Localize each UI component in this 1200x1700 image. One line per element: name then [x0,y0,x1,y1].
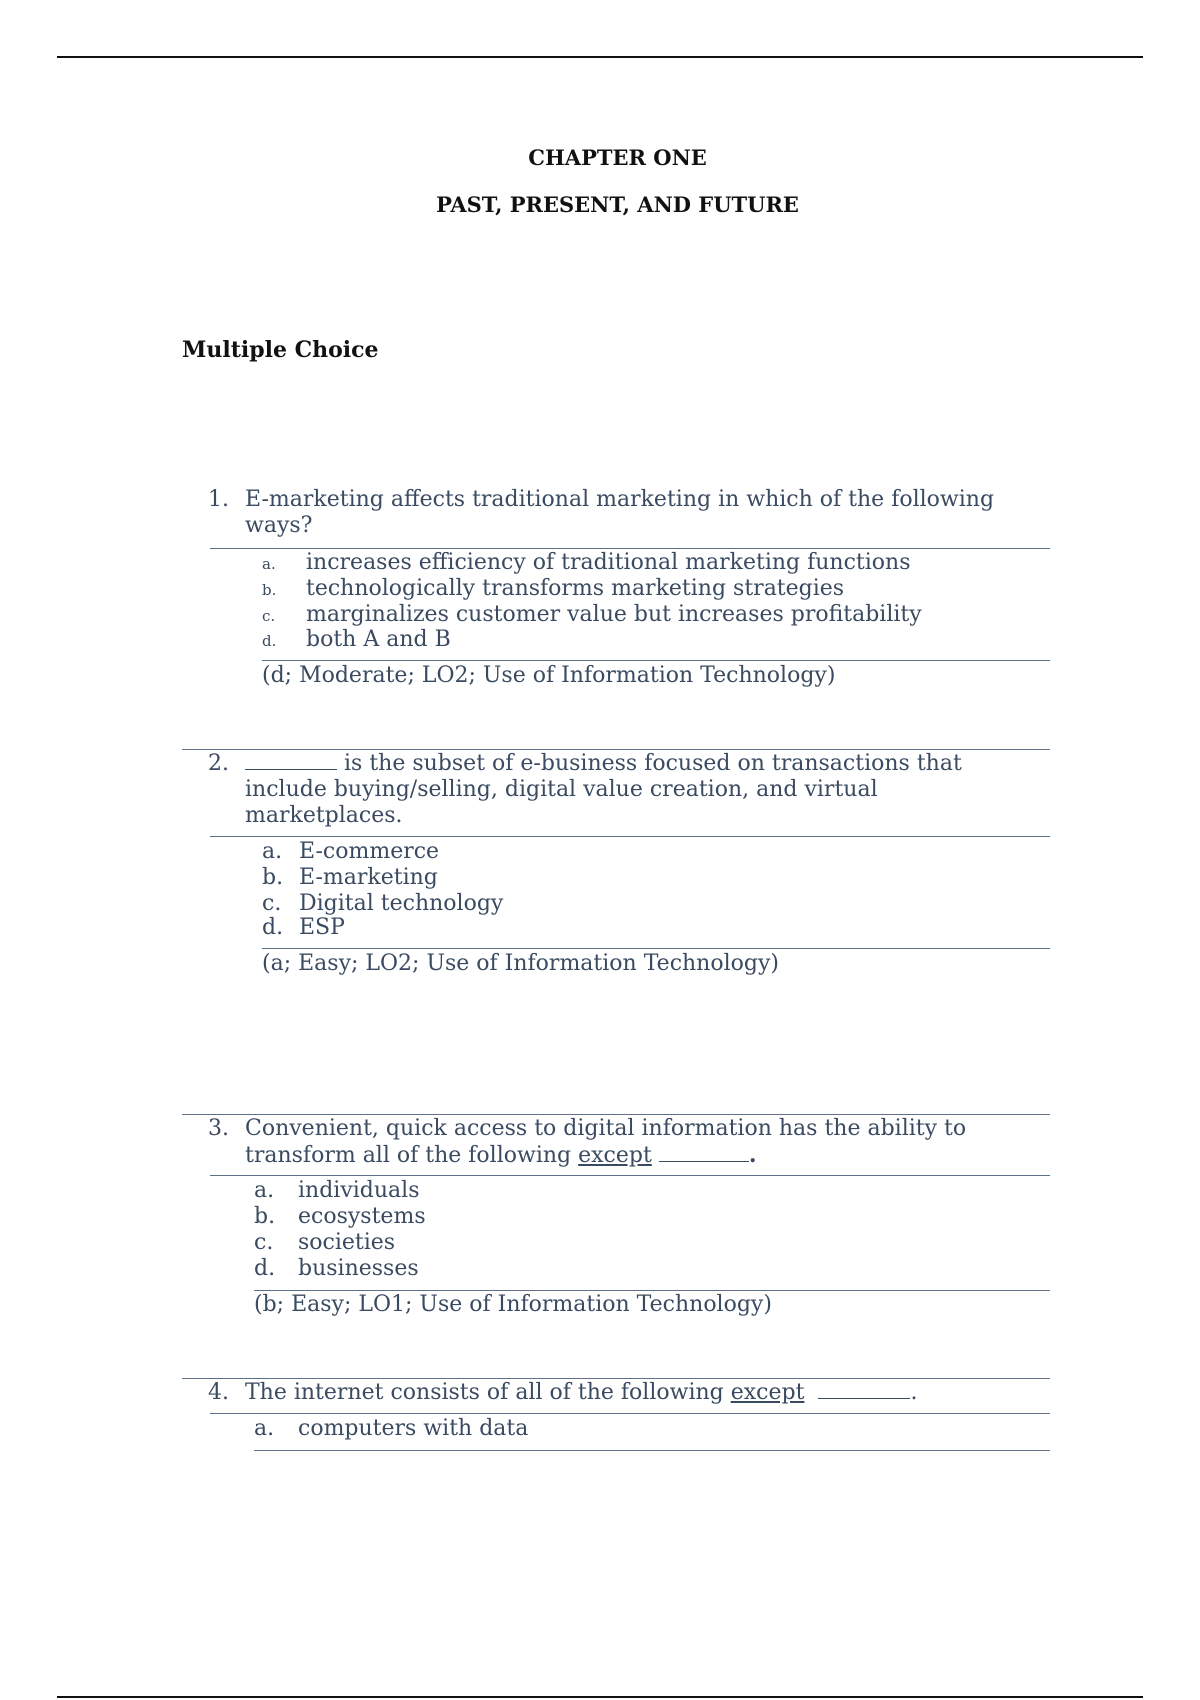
option-b [262,576,844,603]
option-letter: a. [254,1178,275,1203]
option-a [254,1178,419,1204]
question-end-punct: . [910,1380,918,1405]
option-d [254,1256,419,1282]
option-text: computers with data [298,1416,529,1441]
question-number: 3. [208,1116,229,1141]
option-letter: a. [254,1416,275,1441]
option-letter: a. [262,839,283,864]
question-meta: (a; Easy; LO2; Use of Information Technology) [262,951,779,976]
question-text-line: is the subset of e-business focused on transactions that [344,751,962,776]
divider [254,1450,1050,1451]
question-text-line: include buying/selling, digital value creation, and virtual [245,777,878,802]
answer-blank [245,751,337,770]
option-c [262,602,922,629]
option-a [262,550,911,577]
option-letter: a. [262,555,276,573]
question-meta: (b; Easy; LO1; Use of Information Technology) [254,1292,772,1317]
option-letter: c. [254,1230,274,1255]
option-letter: b. [262,581,277,599]
section-heading: Multiple Choice [182,337,379,363]
option-text: societies [298,1230,396,1255]
question-text [245,1116,1075,1169]
emphasis-except: except [578,1143,652,1168]
question-number: 4. [208,1380,229,1405]
question-text [245,487,1075,539]
page-bottom-rule [57,1696,1143,1698]
option-letter: d. [262,632,277,650]
option-a [262,839,439,865]
option-text: ecosystems [298,1204,426,1229]
question-text-line: marketplaces. [245,803,403,828]
option-text: businesses [298,1256,419,1281]
divider [254,1290,1050,1291]
option-c [254,1230,395,1256]
option-b [254,1204,426,1230]
chapter-title: CHAPTER ONE [528,145,707,170]
divider [210,1175,1050,1176]
option-d [262,915,345,941]
option-text: marginalizes customer value but increases profitability [306,602,922,627]
answer-blank [818,1380,910,1399]
question-meta: (d; Moderate; LO2; Use of Information Technology) [262,663,836,688]
option-d [262,627,451,654]
question-end-punct: . [748,1142,757,1168]
question-text [245,1380,1075,1406]
option-letter: d. [254,1256,276,1281]
option-a [254,1416,528,1442]
divider [210,1413,1050,1414]
divider [182,1114,1050,1115]
option-text: E-commerce [299,839,440,864]
option-text: technologically transforms marketing strategies [306,576,845,601]
option-text: Digital technology [299,891,504,916]
question-number: 2. [208,751,229,776]
option-text: both A and B [306,627,451,652]
chapter-subtitle: PAST, PRESENT, AND FUTURE [436,192,799,217]
option-text: increases efficiency of traditional marketing functions [306,550,911,575]
emphasis-except: except [730,1380,805,1405]
divider [262,660,1050,661]
question-text-line: ways? [245,513,313,538]
divider [210,548,1050,549]
option-letter: d. [262,915,284,940]
question-text-line: Convenient, quick access to digital information has the ability to [245,1116,967,1141]
option-b [262,865,438,891]
question-text-segment: transform all of the following [245,1143,572,1168]
question-number: 1. [208,487,229,512]
question-text [245,751,1075,829]
option-text: E-marketing [299,865,438,890]
page-top-rule [57,56,1143,58]
divider [210,836,1050,837]
option-c [262,891,503,917]
option-letter: c. [262,891,282,916]
divider [182,1378,1050,1379]
divider [182,749,1050,750]
question-text-line: E-marketing affects traditional marketing in which of the following [245,487,995,512]
question-text-segment: The internet consists of all of the following [245,1380,724,1405]
option-letter: b. [254,1204,276,1229]
answer-blank [659,1143,749,1162]
option-letter: b. [262,865,284,890]
option-text: ESP [299,915,345,940]
divider [262,948,1050,949]
option-letter: c. [262,607,276,625]
option-text: individuals [298,1178,420,1203]
